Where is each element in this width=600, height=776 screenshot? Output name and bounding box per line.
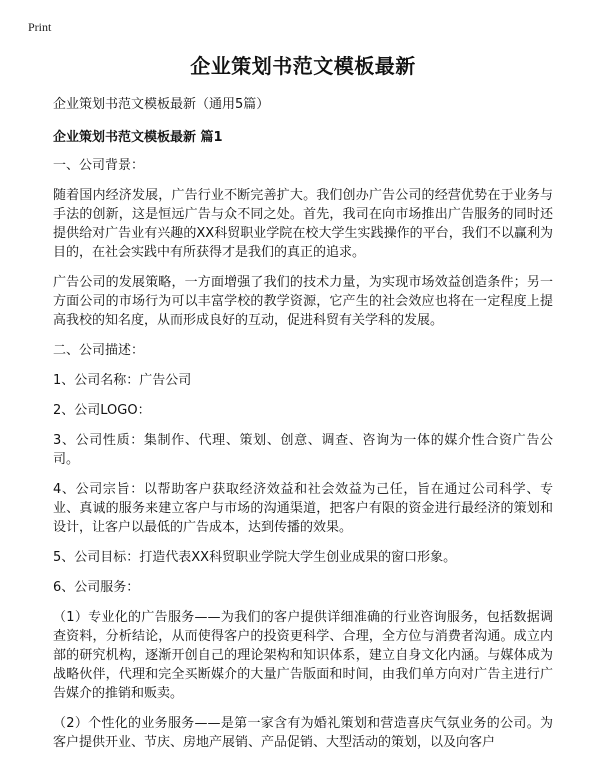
document-title: 企业策划书范文模板最新 — [190, 54, 416, 78]
paragraph-background-2: 广告公司的发展策略，一方面增强了我们的技术力量，为实现市场效益创造条件；另一方面公司的市场行为可以丰富学校的教学资源，它产生的社会效应也将在一定程度上提高我校的知名度，从而形成良好的互动，促进科贸有关学科的发展。 — [53, 275, 553, 328]
paragraph-company-goal: 5、公司目标：打造代表XX科贸职业学院大学生创业成果的窗口形象。 — [53, 550, 457, 565]
paragraph-company-purpose: 4、公司宗旨：以帮助客户获取经济效益和社会效益为己任，旨在通过公司科学、专业、真诚的服务来建立客户与市场的沟通渠道，把客户有限的资金进行最经济的策划和设计，让客户以最低的广告成本，达到传播的效果。 — [53, 482, 553, 535]
document-content — [53, 50, 553, 763]
paragraph-company-services-heading: 6、公司服务： — [53, 580, 140, 595]
paragraph-background-1: 随着国内经济发展，广告行业不断完善扩大。我们创办广告公司的经营优势在于业务与手法的创新，这是恒远广告与众不同之处。首先，我司在向市场推出广告服务的同时还提供给对广告业有兴趣的XX科贸职业学院在校大学生实践操作的平台，我们不以赢利为目的，在社会实践中有所获得才是我们的真正的追求。 — [53, 188, 553, 260]
paragraph-company-name: 1、公司名称：广告公司 — [53, 373, 192, 388]
print-link[interactable]: Print — [28, 20, 52, 34]
paragraph-service-professional: （1）专业化的广告服务——为我们的客户提供详细准确的行业咨询服务，包括数据调查资料，分析结论，从而使得客户的投资更科学、合理，全方位与消费者沟通。成立内部的研究机构，逐渐开创自己的理论架构和知识体系，建立自身文化内涵。与媒体成为战略伙伴，代理和完全买断媒介的大量广告版面和时间，由我们单方向对广告主进行广告媒介的推销和贩卖。 — [53, 610, 553, 701]
paragraph-company-description-heading: 二、公司描述： — [53, 343, 145, 358]
paragraph-company-background-heading: 一、公司背景： — [53, 158, 145, 173]
paragraph-service-personalized: （2）个性化的业务服务——是第一家含有为婚礼策划和营造喜庆气氛业务的公司。为客户提供开业、节庆、房地产展销、产品促销、大型活动的策划，以及向客户 — [53, 716, 553, 750]
document-subtitle: 企业策划书范文模板最新（通用5篇） — [53, 97, 270, 112]
paragraph-company-logo: 2、公司LOGO： — [53, 403, 151, 418]
section-heading: 企业策划书范文模板最新 篇1 — [53, 130, 223, 145]
paragraph-company-nature: 3、公司性质：集制作、代理、策划、创意、调查、咨询为一体的媒介性合资广告公司。 — [53, 433, 553, 467]
